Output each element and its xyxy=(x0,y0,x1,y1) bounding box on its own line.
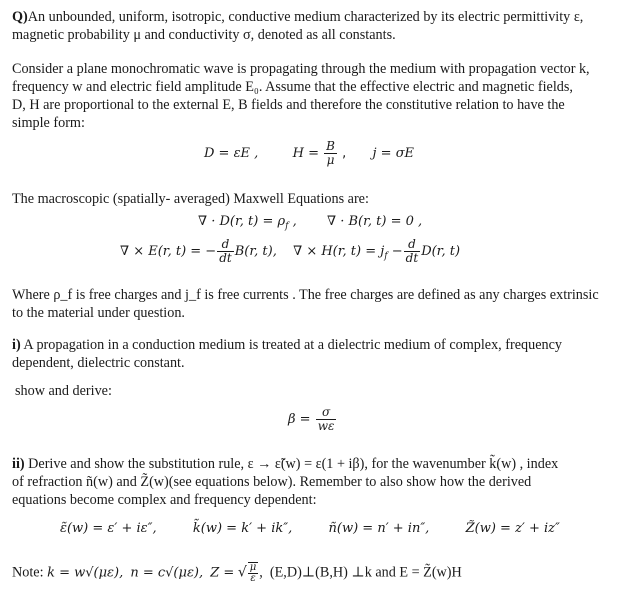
beta-numerator: σ xyxy=(316,406,337,420)
where-line-2: to the material under question. xyxy=(12,305,185,321)
beta-lhs: β = xyxy=(288,412,311,427)
note-z-comma: , xyxy=(259,564,263,581)
part-ii-line-1: Derive and show the substitution rule, ε → ε̃(w) = ε(1 + iβ), for the wavenumber k̃(w) , index xyxy=(24,456,559,472)
paragraph-line-4: simple form: xyxy=(12,115,85,131)
curl-e-rhs: B(r, t), xyxy=(234,244,277,259)
h-fraction xyxy=(324,140,337,167)
div-d-equation: ∇ · D(r, $t) = \rho_f$ , xyxy=(198,214,297,232)
curl-e-lhs: ∇ × E(r, t) = − xyxy=(120,244,217,259)
note-line: Note: k = w√(με), n = c√(με), Z = √ $\frac{\mu}{\varepsilon}$ , (E,D)⊥(B,H) ⊥k and E = Z̃(w)H xyxy=(12,562,462,584)
part-i xyxy=(12,336,624,372)
beta-equation xyxy=(288,406,337,433)
curl-h-lhs: ∇ × H(r, $t) = j_f$ − xyxy=(293,244,403,262)
show-and-derive: show and derive: xyxy=(15,383,112,399)
part-i-line-2: dependent, dielectric constant. xyxy=(12,355,185,371)
note-z-fraction: $\frac{\mu}{\varepsilon}$ xyxy=(249,562,257,584)
question-intro xyxy=(12,8,624,44)
note-tail: (E,D)⊥(B,H) ⊥k and E = Z̃(w)H xyxy=(269,564,462,581)
complex-equations-row xyxy=(60,520,560,538)
h-comma: , xyxy=(342,146,347,161)
k-complex-eq: k̃(w) = k′ + ik″, xyxy=(192,521,293,536)
h-equation-lhs: H = xyxy=(292,146,319,161)
h-denominator: μ xyxy=(326,153,335,167)
part-ii xyxy=(12,455,624,509)
curl-h-rhs: D(r, t) xyxy=(421,244,461,259)
paragraph-line-2: frequency w and electric field amplitude E₀. Assume that the effective electric and magnetic fields, xyxy=(12,79,573,95)
intro-line-1: An unbounded, uniform, isotropic, conductive medium characterized by its electric permittivity ε, xyxy=(27,9,584,25)
d-equation: D = εE , xyxy=(204,146,259,161)
note-z-lhs: Z = xyxy=(210,565,235,581)
beta-denominator: wε xyxy=(317,419,335,433)
assumption-paragraph xyxy=(12,60,624,132)
time-derivative-fraction-2: $\frac{d}{dt}$ xyxy=(405,237,419,265)
part-ii-line-2: of refraction ñ(w) and Z̃(w)(see equations below). Remember to also show how the derived xyxy=(12,474,532,490)
z-complex-eq: Z̃(w) = z′ + iz″ xyxy=(465,521,560,536)
intro-line-2: magnetic probability μ and conductivity σ, denoted as all constants. xyxy=(12,27,396,43)
maxwell-intro: The macroscopic (spatially- averaged) Maxwell Equations are: xyxy=(12,191,369,207)
time-derivative-fraction: $\frac{d}{dt}$ xyxy=(219,237,232,265)
paragraph-line-1: Consider a plane monochromatic wave is propagating through the medium with propagation vector k, xyxy=(12,61,590,77)
question-label: Q) xyxy=(12,9,28,25)
where-paragraph xyxy=(12,286,624,322)
part-i-line-1: A propagation in a conduction medium is treated at a dielectric medium of complex, frequency xyxy=(20,337,562,353)
maxwell-curl-row xyxy=(120,238,460,266)
part-ii-line-3: equations become complex and frequency dependent: xyxy=(12,492,317,508)
n-complex-eq: ñ(w) = n′ + in″, xyxy=(328,521,430,536)
maxwell-divergence-row xyxy=(198,213,422,236)
paragraph-line-3: D, H are proportional to the external E, B fields and therefore the constitutive relation to have the xyxy=(12,97,565,113)
note-prefix: Note: xyxy=(12,564,48,581)
j-equation: j = σE xyxy=(372,146,415,161)
part-ii-label: ii) xyxy=(12,456,25,472)
note-n: n = c√(με), xyxy=(130,565,204,581)
div-b-equation: ∇ · B(r, t) = 0 , xyxy=(327,214,423,229)
constitutive-equations xyxy=(204,140,414,167)
note-k: k = w√(με), xyxy=(47,565,124,581)
beta-fraction xyxy=(316,406,337,433)
part-i-label: i) xyxy=(12,337,21,353)
h-numerator: B xyxy=(326,139,335,153)
epsilon-complex-eq: ε̃(w) = ε′ + iε″, xyxy=(60,521,157,536)
where-line-1: Where ρ_f is free charges and j_f is free currents . The free charges are defined as any charges extrinsic xyxy=(12,287,599,303)
